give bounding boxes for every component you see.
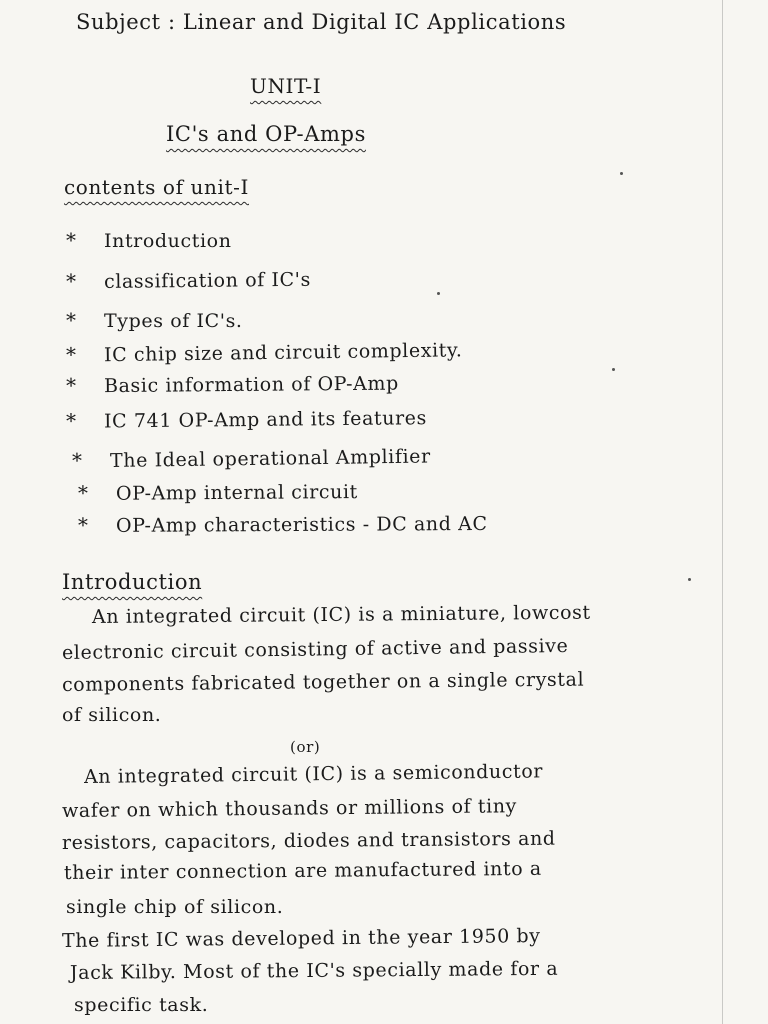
- paragraph-line: Jack Kilby. Most of the IC's specially made for a: [69, 957, 559, 984]
- bullet-asterisk-icon: *: [65, 408, 77, 433]
- or-separator: (or): [290, 738, 321, 756]
- paragraph-line: resistors, capacitors, diodes and transistors and: [61, 827, 556, 854]
- contents-item: [66, 337, 463, 367]
- unit-subtitle: IC's and OP-Amps: [166, 122, 366, 146]
- paragraph-line: of silicon.: [62, 704, 162, 726]
- paragraph-line: electronic circuit consisting of active and passive: [61, 634, 569, 664]
- contents-item-label: Types of IC's.: [104, 310, 243, 332]
- bullet-asterisk-icon: *: [66, 228, 77, 252]
- contents-item: [66, 228, 232, 252]
- bullet-asterisk-icon: *: [65, 269, 77, 294]
- paragraph-line: An integrated circuit (IC) is a semiconductor: [83, 760, 544, 788]
- contents-item-label: IC 741 OP-Amp and its features: [103, 407, 428, 433]
- paragraph-line: An integrated circuit (IC) is a miniature, lowcost: [91, 601, 591, 628]
- contents-item-label: OP-Amp characteristics - DC and AC: [115, 512, 488, 537]
- paragraph-line: wafer on which thousands or millions of tiny: [61, 795, 518, 822]
- pen-dot: [437, 292, 440, 295]
- bullet-asterisk-icon: *: [66, 308, 77, 332]
- bullet-asterisk-icon: *: [65, 342, 77, 367]
- margin-rule: [722, 0, 723, 1024]
- contents-item: [66, 405, 427, 433]
- bullet-asterisk-icon: *: [71, 448, 83, 473]
- contents-item-label: OP-Amp internal circuit: [115, 481, 358, 505]
- bullet-asterisk-icon: *: [77, 513, 89, 538]
- pen-dot: [620, 172, 623, 175]
- contents-item: [66, 308, 243, 332]
- contents-item-label: Introduction: [104, 230, 232, 252]
- paragraph-line: their inter connection are manufactured into a: [63, 857, 542, 884]
- contents-item-label: Basic information of OP-Amp: [103, 372, 399, 398]
- pen-dot: [688, 578, 691, 581]
- subject-line: Subject : Linear and Digital IC Applications: [76, 10, 567, 34]
- pen-dot: [612, 368, 615, 371]
- contents-item: [78, 511, 488, 537]
- contents-item: [78, 479, 358, 505]
- paragraph-line: single chip of silicon.: [66, 896, 284, 918]
- contents-item-label: IC chip size and circuit complexity.: [103, 339, 463, 367]
- bullet-asterisk-icon: *: [77, 480, 89, 505]
- paragraph-line: specific task.: [74, 994, 209, 1016]
- contents-item: [66, 267, 311, 294]
- contents-item-label: The Ideal operational Amplifier: [109, 445, 431, 472]
- bullet-asterisk-icon: *: [65, 373, 77, 398]
- contents-heading: contents of unit-I: [64, 175, 249, 199]
- contents-item: [72, 443, 431, 472]
- paragraph-line: The first IC was developed in the year 1950 by: [61, 924, 541, 952]
- contents-item-label: classification of IC's: [103, 268, 311, 293]
- contents-item: [66, 371, 399, 398]
- intro-heading: Introduction: [62, 570, 203, 594]
- unit-title: UNIT-I: [250, 74, 322, 98]
- paragraph-line: components fabricated together on a single crystal: [61, 668, 585, 696]
